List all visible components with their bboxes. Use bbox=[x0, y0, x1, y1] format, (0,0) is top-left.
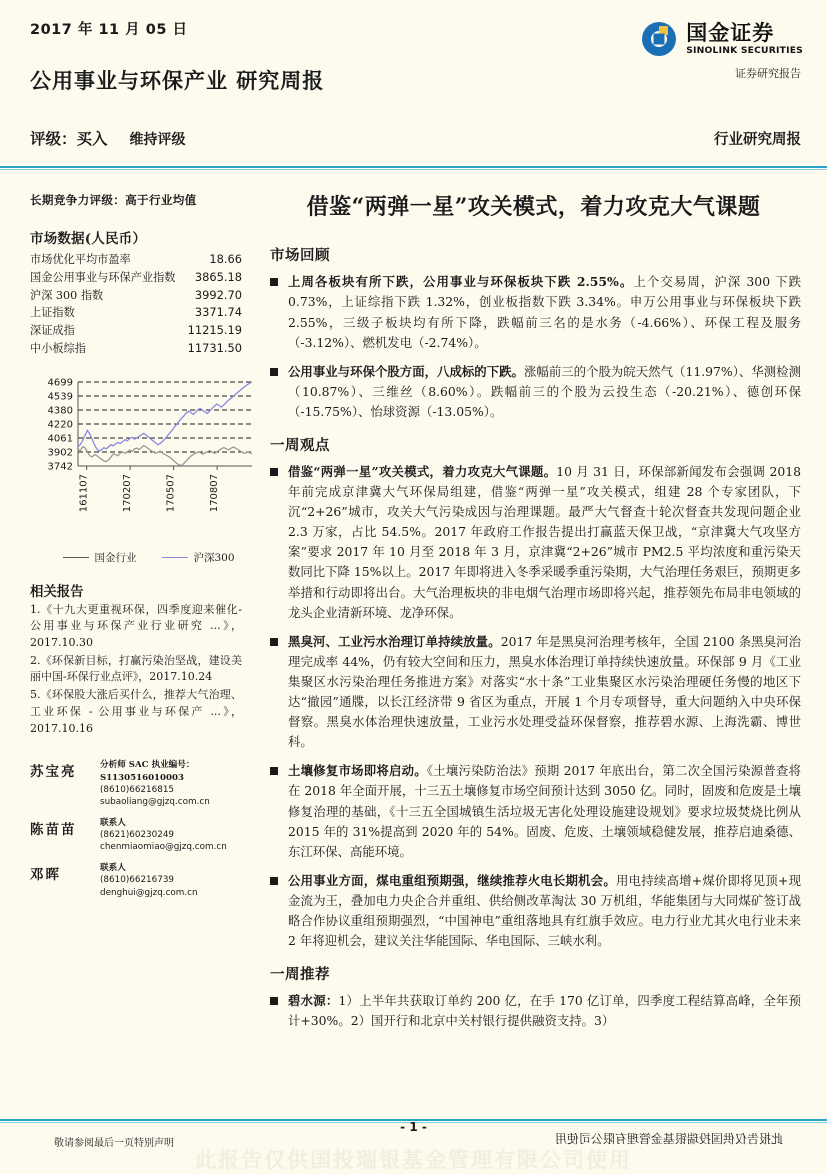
analyst-email[interactable]: subaoliang@gjzq.com.cn bbox=[100, 797, 210, 808]
analyst-list bbox=[30, 759, 242, 899]
analyst-role: 联系人 bbox=[100, 862, 126, 873]
bullet-text bbox=[288, 761, 801, 861]
rating-maintain: 维持评级 bbox=[129, 132, 186, 148]
index-performance-chart bbox=[30, 374, 258, 565]
list-item bbox=[30, 817, 242, 854]
logo-company-name-cn: 国金证券 bbox=[686, 19, 775, 45]
bullet-body: 《土壤污染防治法》预期 2017 年底出台，第二次全国污染源普查将在 2018 年全面开展，十三五土壤修复市场空间预计达到 3050 亿。同时，固废和危废是土壤修复治理的基础，《十三五全国城镇生活垃圾无害化处理设施建设规划》要求垃圾焚烧比例从 2015 年的 31%提高到 2020 年的 54%。固废、危废、土壤领域稳健发展，推荐启迪桑德、东江环保、高能环境。 bbox=[288, 763, 802, 859]
list-item[interactable]: 1.《十九大更重视环保，四季度迎来催化-公用事业与环保产业行业研究 ...》，2017.10.30 bbox=[30, 602, 242, 650]
svg-text:161107: 161107 bbox=[78, 473, 90, 512]
bullet-text bbox=[288, 991, 801, 1031]
market-data-label: 国金公用事业与环保产业指数 bbox=[30, 270, 176, 284]
bullet-square-icon bbox=[270, 997, 278, 1005]
rating-row bbox=[30, 127, 801, 149]
market-data-value: 3992.70 bbox=[194, 287, 242, 302]
table-row bbox=[30, 304, 242, 322]
analyst-phone: (8610)66216739 bbox=[100, 875, 175, 886]
document-title: 公用事业与环保产业 研究周报 bbox=[30, 68, 325, 93]
section-heading-weekly-pick: 一周推荐 bbox=[270, 966, 330, 984]
bullet-body: 10 月 31 日，环保部新闻发布会强调 2018 年前完成京津冀大气环保局组建，借鉴“两弹一星”攻关模式，组建 28 个专家团队，下沉“2+26”城市，攻关大气污染成因与治理课题。最严大气督查十轮次督查共发现问题企业 2.3 万家，占比 54.5%。2017 年政府工作报告提出打赢蓝天保卫战，“京津冀大气攻坚方案”要求 2017 年 10 月至 2018 年 3 月，京津冀“2+26”城市 PM2.5 平均浓度和重污染天数同比下降 15%以上。2017 年即将进入冬季采暖季重污染期，大气治理任务艰巨，预期更多举措和行动即将出台。大气治理板块的非电烟气治理市场即将兴起，推荐领先布局非电领域的龙头企业清新环境、龙净环保。 bbox=[288, 464, 802, 620]
legend-swatch-hs300 bbox=[162, 557, 188, 558]
market-data-value: 11215.19 bbox=[187, 323, 242, 338]
report-body bbox=[0, 168, 827, 1040]
bullet-lead: 公用事业方面，煤电重组预期强，继续推荐火电长期机会。 bbox=[288, 872, 617, 888]
header-divider bbox=[0, 166, 827, 170]
analyst-role: 联系人 bbox=[100, 817, 126, 828]
svg-text:170807: 170807 bbox=[209, 473, 221, 512]
bullet-square-icon bbox=[270, 278, 278, 286]
market-data-label: 市场优化平均市盈率 bbox=[30, 253, 131, 267]
market-data-value: 11731.50 bbox=[187, 341, 242, 356]
list-item bbox=[270, 991, 801, 1031]
bullet-text bbox=[288, 871, 801, 951]
bullet-lead: 碧水源： bbox=[288, 993, 339, 1009]
market-data-value: 18.66 bbox=[209, 252, 242, 267]
bullet-body: 2017 年是黑臭河治理考核年，全国 2100 条黑臭河治理完成率 44%，仍有较大空间和压力，黑臭水体治理订单持续快速放量。环保部 9 月《工业集聚区水污染治理任务推进方案》对落实“水十条”工业集聚区水污染治理硬任务慢的地区下达“撤园”通牒，以长江经济带 9 省区为重点，开展 1 个月专项督导，重大问题纳入中央环保督察。黑臭水体治理快速放量，工业污水处理受益环保督察，推荐碧水源、上海洗霸、博世科。 bbox=[288, 633, 801, 750]
svg-text:3742: 3742 bbox=[47, 461, 73, 473]
bullet-square-icon bbox=[270, 638, 278, 646]
rating-group bbox=[30, 127, 186, 149]
market-data-label: 上证指数 bbox=[30, 306, 75, 320]
bullet-body: 涨幅前三的个股为皖天然气（11.97%）、华测检测（10.87%）、三维丝（8.60%）。跌幅前三的个股为云投生态（-20.21%）、德创环保（-15.75%）、怡球资源（-13.05%）。 bbox=[288, 363, 802, 419]
analyst-name: 苏宝亮 bbox=[30, 764, 77, 781]
list-item bbox=[30, 759, 242, 808]
list-item bbox=[270, 632, 801, 753]
svg-text:3902: 3902 bbox=[47, 447, 73, 459]
list-item bbox=[30, 862, 242, 899]
logo-company-name-en: SINOLINK SECURITIES bbox=[686, 45, 803, 57]
bullet-square-icon bbox=[270, 468, 278, 476]
bullet-text bbox=[288, 272, 801, 352]
analyst-email[interactable]: denghui@gjzq.com.cn bbox=[100, 887, 198, 898]
market-data-table bbox=[30, 251, 242, 358]
analyst-info bbox=[100, 759, 242, 808]
legend-swatch-industry bbox=[63, 557, 89, 558]
market-data-value: 3371.74 bbox=[194, 305, 242, 320]
table-row bbox=[30, 340, 242, 358]
report-date: 2017 年 11 月 05 日 bbox=[30, 22, 188, 38]
svg-text:4061: 4061 bbox=[47, 433, 73, 445]
bullet-body: 上个交易周，沪深 300 下跌 0.73%，上证综指下跌 1.32%，创业板指数下跌 3.34%。申万公用事业与环保板块下跌 2.55%，三级子板块均有所下降，跌幅前三名的是水务（-4.66%）、环保工程及服务（-3.12%）、燃机发电（-2.74%）。 bbox=[288, 274, 802, 350]
svg-text:4699: 4699 bbox=[47, 377, 73, 389]
bullet-lead: 土壤修复市场即将启动。 bbox=[288, 763, 427, 779]
analyst-info bbox=[100, 862, 198, 899]
list-item bbox=[270, 871, 801, 951]
svg-text:170207: 170207 bbox=[122, 473, 134, 512]
market-data-label: 中小板综指 bbox=[30, 342, 86, 356]
analyst-name: 陈苗苗 bbox=[30, 821, 77, 838]
legend-item-industry bbox=[63, 550, 136, 565]
bullet-square-icon bbox=[270, 877, 278, 885]
rating-value: 评级：买入 bbox=[30, 129, 108, 148]
list-item[interactable]: 5.《环保股大涨后买什么，推荐大气治理、工业环保 - 公用事业与环保产 ...》，2017.10.16 bbox=[30, 688, 242, 735]
bullet-text bbox=[288, 632, 801, 753]
section-heading-weekly-view: 一周观点 bbox=[270, 437, 330, 455]
legend-item-hs300 bbox=[162, 550, 234, 565]
analyst-email[interactable]: chenmiaomiao@gjzq.com.cn bbox=[100, 842, 227, 853]
market-data-label: 深证成指 bbox=[30, 324, 75, 338]
market-data-label: 沪深 300 指数 bbox=[30, 288, 104, 302]
svg-text:4539: 4539 bbox=[47, 391, 73, 403]
page-number: - 1 - bbox=[400, 1120, 427, 1134]
bullet-text bbox=[288, 362, 801, 422]
table-row bbox=[30, 287, 242, 305]
list-item bbox=[270, 462, 801, 623]
analyst-name: 邓晖 bbox=[30, 866, 61, 883]
report-type-label: 行业研究周报 bbox=[714, 131, 801, 148]
bullet-body: 1）上半年共获取订单约 200 亿，在手 170 亿订单，四季度工程结算高峰，全年预计+30%。2）国开行和北京中关村银行提供融资支持。3） bbox=[288, 993, 802, 1029]
analyst-role: 分析师 SAC 执业编号：S1130516010003 bbox=[100, 760, 195, 783]
analyst-phone: (8621)60230249 bbox=[100, 829, 175, 840]
svg-text:4380: 4380 bbox=[47, 405, 73, 417]
company-logo-block bbox=[640, 20, 803, 81]
logo-subtitle: 证券研究报告 bbox=[735, 67, 801, 80]
svg-text:4220: 4220 bbox=[47, 419, 73, 431]
list-item[interactable]: 2.《环保新目标，打赢污染治坚战，建设美丽中国-环保行业点评》，2017.10.24 bbox=[30, 653, 242, 684]
list-item bbox=[270, 272, 801, 352]
footer-usage-note: 此报告仅供国投瑞银基金管理有限公司使用 bbox=[554, 1132, 783, 1146]
list-item bbox=[270, 761, 801, 861]
bullet-lead: 公用事业与环保个股方面，八成标的下跌。 bbox=[288, 363, 524, 379]
bullet-body: 用电持续高增+煤价即将见顶+现金流为王，叠加电力央企合并重组、供给侧改革淘汰 30 万机组，华能集团与大同煤矿签订战略合作协议重组预期强烈，“中国神电”重组落地具有红旗手效应。电力行业尤其火电行业未来 2 年将迎机会，建议关注华能国际、华电国际、三峡水利。 bbox=[288, 872, 802, 949]
legend-label-industry: 国金行业 bbox=[94, 551, 137, 564]
legend-label-hs300: 沪深300 bbox=[193, 551, 235, 564]
table-row bbox=[30, 251, 242, 269]
list-item bbox=[270, 362, 801, 422]
chart-canvas bbox=[30, 374, 258, 542]
chart-legend bbox=[30, 550, 258, 565]
svg-text:170507: 170507 bbox=[165, 473, 177, 512]
market-data-value: 3865.18 bbox=[194, 269, 242, 284]
related-reports-heading: 相关报告 bbox=[30, 583, 84, 600]
bullet-text bbox=[288, 462, 801, 623]
table-row bbox=[30, 269, 242, 287]
bullet-square-icon bbox=[270, 368, 278, 376]
bullet-square-icon bbox=[270, 767, 278, 775]
analyst-phone: (8610)66216815 bbox=[100, 784, 175, 795]
main-content bbox=[256, 178, 827, 1040]
table-row bbox=[30, 322, 242, 340]
footer-disclaimer: 敬请参阅最后一页特别声明 bbox=[54, 1138, 174, 1149]
analyst-info bbox=[100, 817, 227, 854]
report-header bbox=[0, 0, 827, 168]
section-heading-market-review: 市场回顾 bbox=[270, 247, 330, 265]
sidebar bbox=[0, 178, 256, 1040]
sinolink-logo-icon bbox=[640, 20, 678, 58]
bullet-lead: 黑臭河、工业污水治理订单持续放量。 bbox=[288, 633, 501, 649]
page-title: 借鉴“两弹一星”攻关模式，着力攻克大气课题 bbox=[306, 194, 761, 220]
bullet-lead: 借鉴“两弹一星”攻关模式，着力攻克大气课题。 bbox=[288, 464, 557, 480]
page-watermark: 此报告仅供国投瑞银基金管理有限公司使用 bbox=[195, 1147, 632, 1172]
bullet-lead: 上周各板块有所下跌，公用事业与环保板块下跌 2.55%。 bbox=[288, 274, 634, 290]
market-data-heading: 市场数据(人民币） bbox=[30, 231, 147, 247]
long-term-rating: 长期竞争力评级：高于行业均值 bbox=[30, 193, 197, 207]
